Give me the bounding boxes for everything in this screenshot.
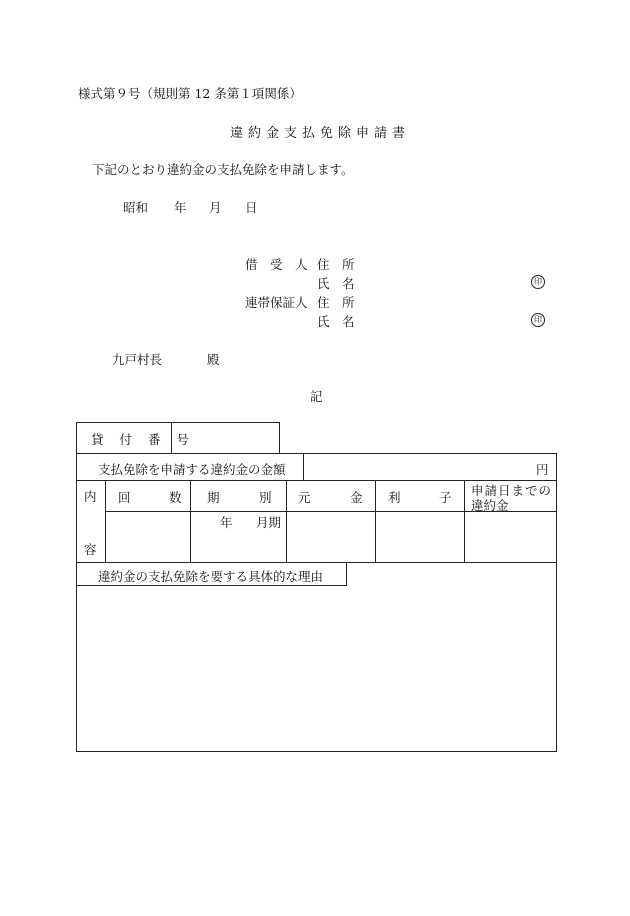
col-principal-b: 金 — [350, 490, 363, 505]
times-field[interactable] — [110, 530, 185, 546]
borrower-address-label: 住 所 — [317, 257, 355, 272]
date-year-unit: 年 — [174, 200, 187, 215]
reason-field[interactable] — [84, 595, 549, 745]
contents-label-bottom: 容 — [84, 542, 97, 557]
addressee-name: 九戸村長 — [112, 352, 163, 367]
guarantor-address-label: 住 所 — [317, 295, 355, 310]
penalty-field[interactable] — [469, 530, 553, 546]
col-period-a: 期 — [207, 490, 220, 505]
yen-unit: 円 — [536, 462, 549, 477]
guarantor-seal-icon: 印 — [531, 313, 545, 327]
date-month-unit: 月 — [209, 200, 222, 215]
intro-text: 下記のとおり違約金の支払免除を申請します。 — [92, 162, 354, 177]
col-times-b: 数 — [169, 490, 182, 505]
date-era: 昭和 — [123, 200, 149, 215]
borrower-name-label: 氏 名 — [317, 276, 355, 291]
exemption-amount-field[interactable] — [312, 460, 532, 476]
form-number: 様式第９号（規則第 12 条第１項関係） — [78, 86, 302, 101]
col-principal-a: 元 — [298, 490, 311, 505]
borrower-seal-icon: 印 — [531, 275, 545, 289]
document-title: 違約金支払免除申請書 — [229, 126, 410, 141]
period-year-unit: 年 — [220, 515, 233, 530]
col-penalty-line1: 申請日までの — [471, 483, 553, 498]
col-interest-a: 利 — [388, 490, 401, 505]
addressee-honorific: 殿 — [207, 352, 220, 367]
guarantor-name-label: 氏 名 — [317, 314, 355, 329]
principal-field[interactable] — [291, 530, 371, 546]
reason-label: 違約金の支払免除を要する具体的な理由 — [98, 569, 324, 584]
interest-field[interactable] — [380, 530, 460, 546]
loan-number-label: 貸 付 番 号 — [91, 432, 195, 447]
ki-label: 記 — [310, 389, 323, 404]
col-interest-b: 子 — [439, 490, 452, 505]
borrower-label: 借 受 人 — [245, 257, 308, 272]
col-times-a: 回 — [118, 490, 131, 505]
contents-label-top: 内 — [84, 489, 97, 504]
period-month-unit: 月期 — [256, 515, 282, 530]
exemption-amount-label: 支払免除を申請する違約金の金額 — [98, 462, 286, 477]
col-penalty-line2: 違約金 — [471, 498, 509, 513]
date-day-unit: 日 — [245, 200, 258, 215]
col-period-b: 別 — [259, 490, 272, 505]
guarantor-label: 連帯保証人 — [245, 295, 308, 310]
